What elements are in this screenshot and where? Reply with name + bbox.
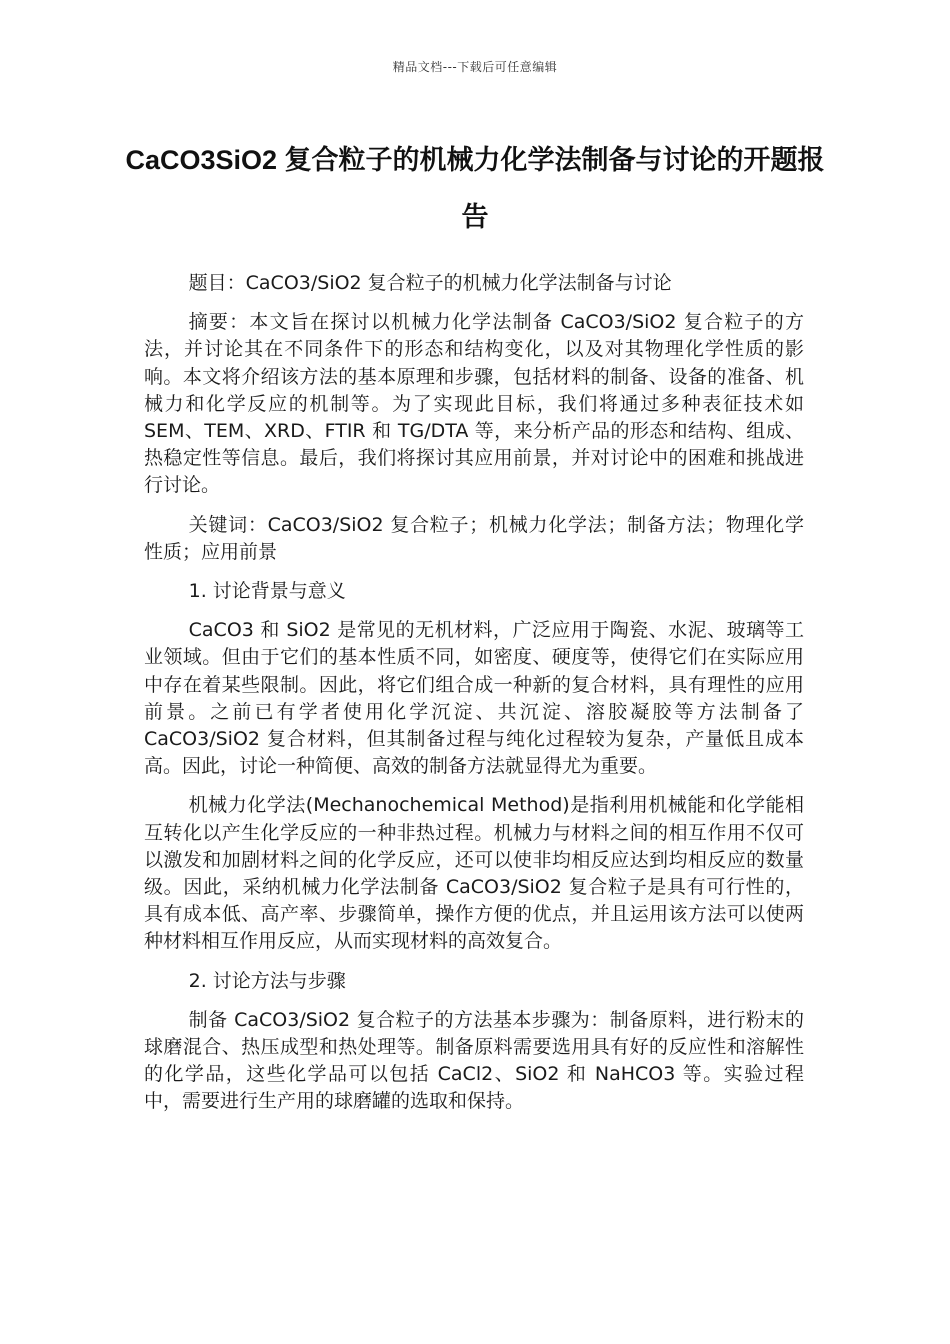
keywords-paragraph: 关键词：CaCO3/SiO2 复合粒子；机械力化学法；制备方法；物理化学性质；应用前景 <box>144 513 804 563</box>
document-body <box>144 270 804 1128</box>
section-1-paragraph-2: 机械力化学法(Mechanochemical Method)是指利用机械能和化学能相互转化以产生化学反应的一种非热过程。机械力与材料之间的相互作用不仅可以激发和加剧材料之间的化学反应，还可以使非均相反应达到均相反应的数量级。因此，采纳机械力化学法制备 CaCO3/SiO2 复合粒子是具有可行性的，具有成本低、高产率、步骤简单，操作方便的优点，并且运用该方法可以使两种材料相互作用反应，从而实现材料的高效复合。 <box>144 794 804 953</box>
section-1-paragraph-1: CaCO3 和 SiO2 是常见的无机材料，广泛应用于陶瓷、水泥、玻璃等工业领域。但由于它们的基本性质不同，如密度、硬度等，使得它们在实际应用中存在着某些限制。因此，将它们组合成一种新的复合材料，具有理性的应用前景。之前已有学者使用化学沉淀、共沉淀、溶胶凝胶等方法制备了 CaCO3/SiO2 复合材料，但其制备过程与纯化过程较为复杂，产量低且成本高。因此，讨论一种简便、高效的制备方法就显得尤为重要。 <box>144 619 804 778</box>
section-1-heading: 1. 讨论背景与意义 <box>188 580 346 603</box>
section-2-heading: 2. 讨论方法与步骤 <box>188 969 346 992</box>
section-2-paragraph-1: 制备 CaCO3/SiO2 复合粒子的方法基本步骤为：制备原料，进行粉末的球磨混合、热压成型和热处理等。制备原料需要选用具有好的反应性和溶解性的化学品，这些化学品可以包括 CaCl2、SiO2 和 NaHCO3 等。实验过程中，需要进行生产用的球磨罐的选取和保持。 <box>144 1008 804 1113</box>
abstract-paragraph: 摘要：本文旨在探讨以机械力化学法制备 CaCO3/SiO2 复合粒子的方法，并讨论其在不同条件下的形态和结构变化，以及对其物理化学性质的影响。本文将介绍该方法的基本原理和步骤，包括材料的制备、设备的准备、机械力和化学反应的机制等。为了实现此目标，我们将通过多种表征技术如 SEM、TEM、XRD、FTIR 和 TG/DTA 等，来分析产品的形态和结构、组成、热稳定性等信息。最后，我们将探讨其应用前景，并对讨论中的困难和挑战进行讨论。 <box>144 311 804 497</box>
topic-paragraph: 题目：CaCO3/SiO2 复合粒子的机械力化学法制备与讨论 <box>188 272 672 294</box>
header-note: 精品文档---下载后可任意编辑 <box>392 60 558 74</box>
document-title: CaCO3SiO2 复合粒子的机械力化学法制备与讨论的开题报告 <box>125 145 825 232</box>
